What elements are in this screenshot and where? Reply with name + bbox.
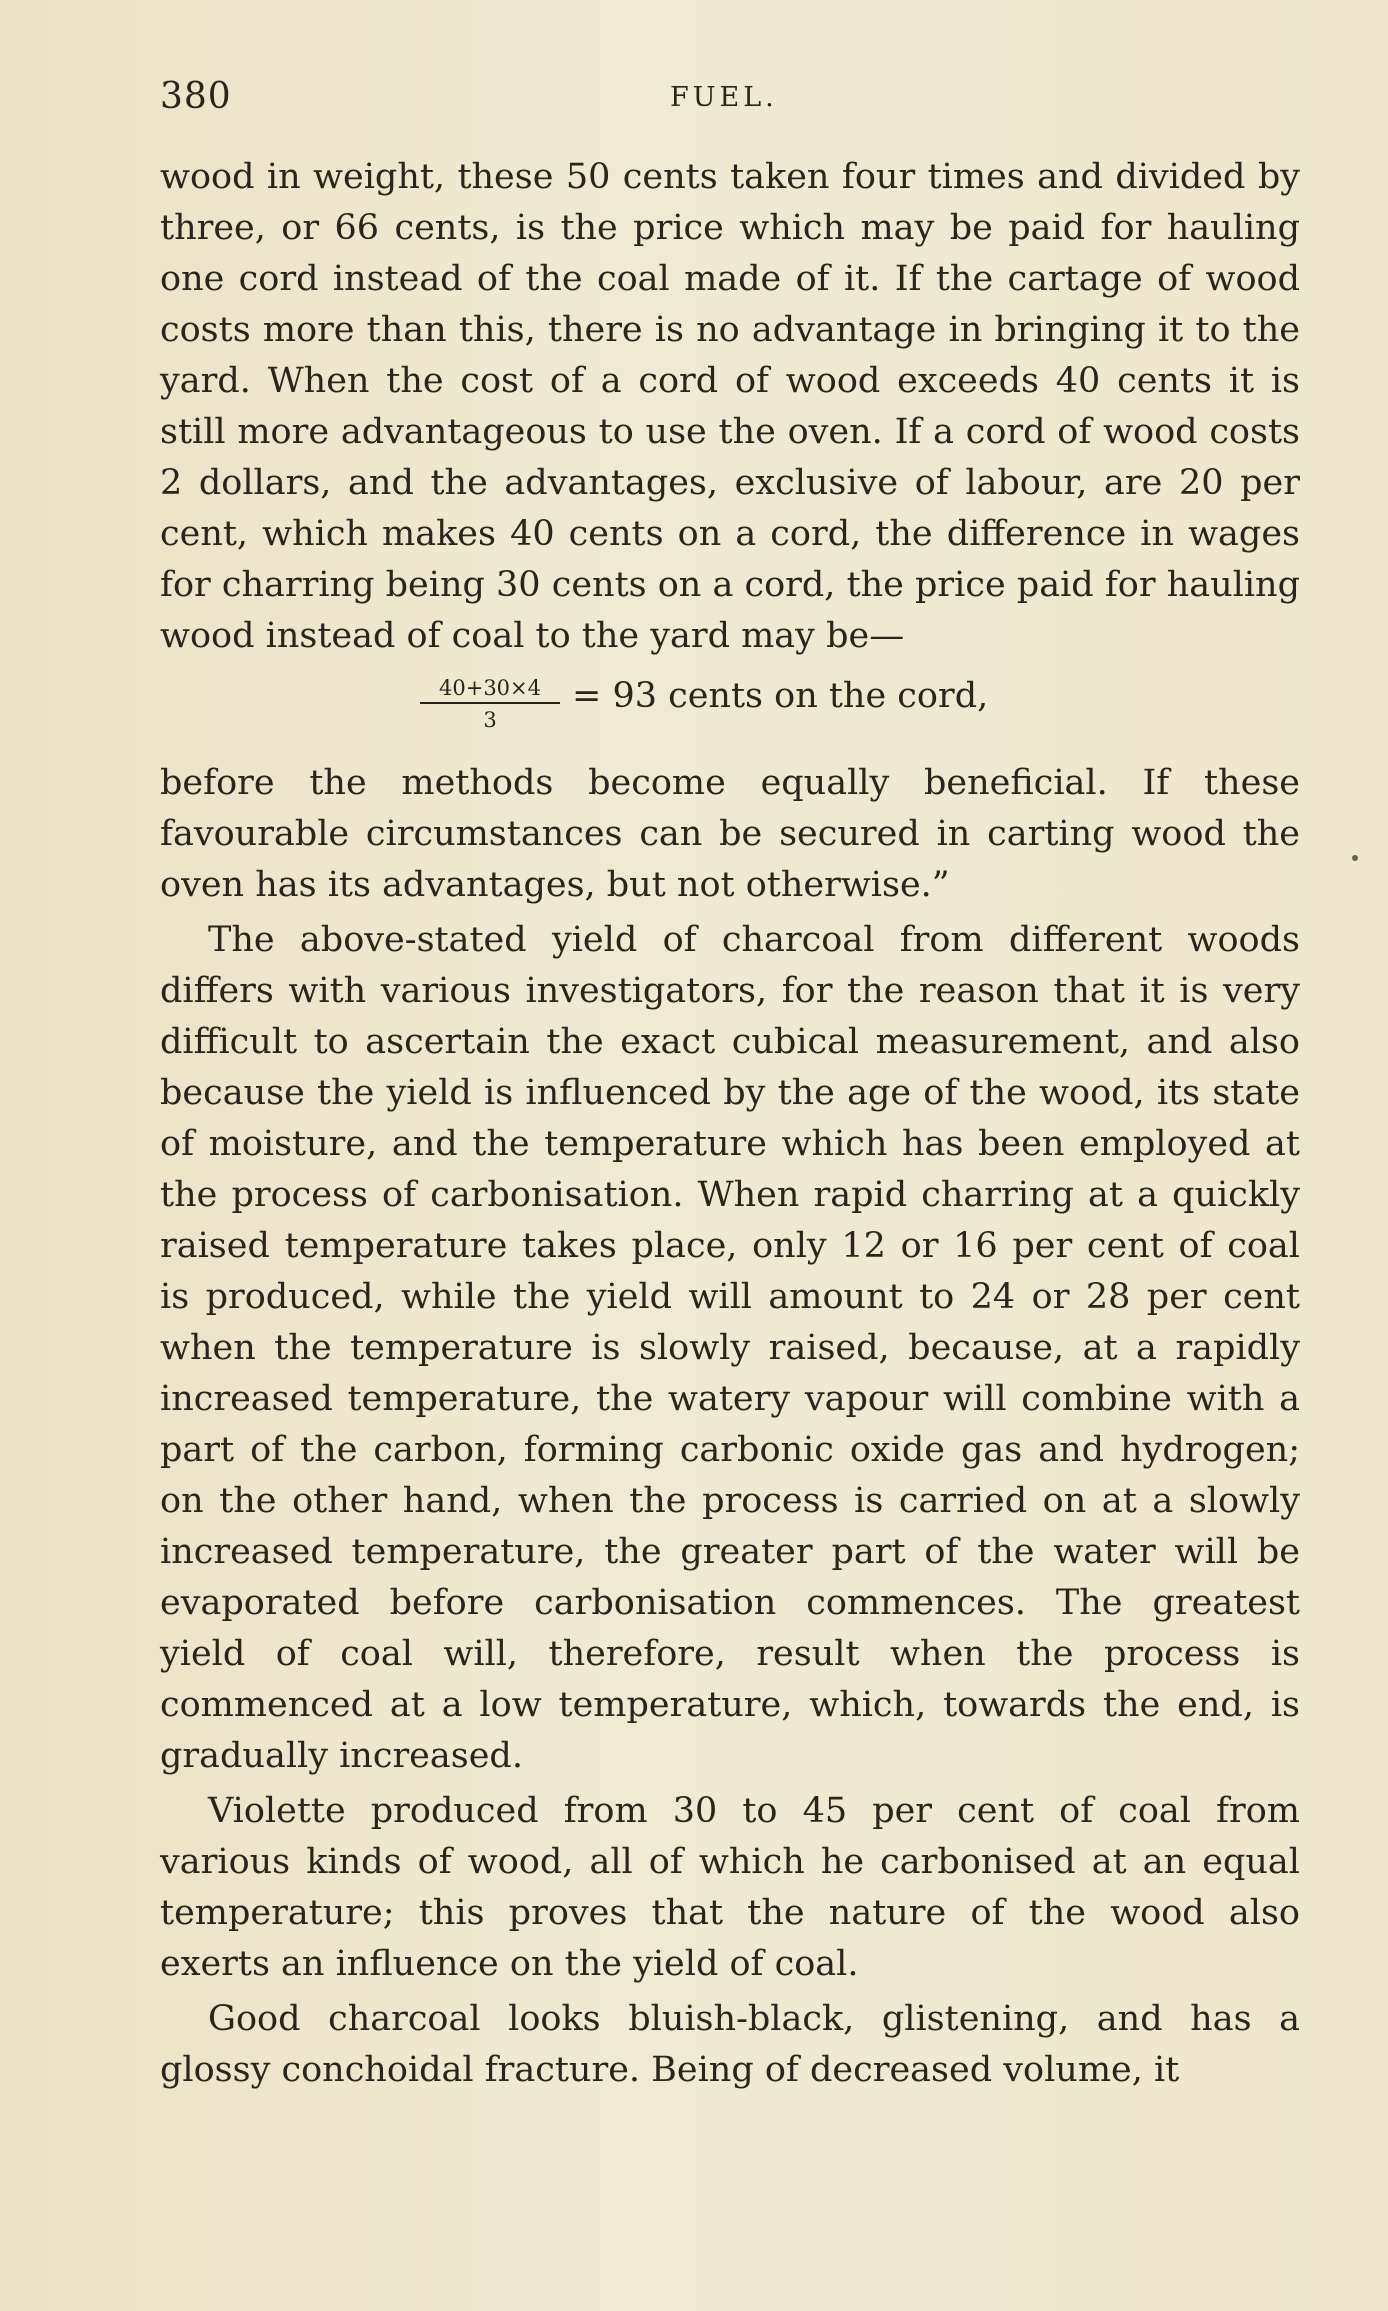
paragraph-1: wood in weight, these 50 cents taken four times and divided by three, or 66 cents, is the price which may be paid for hauling one cord instead of the coal made of it. If the cartage of wood costs more than this, there is no advantage in bringing it to the yard. When the cost of a cord of wood exceeds 40 cents it is still more advantageous to use the oven. If a cord of wood costs 2 dollars, and the advantages, exclusive of labour, are 20 per cent, which makes 40 cents on a cord, the difference in wages for charring being 30 cents on a cord, the price paid for hauling wood instead of coal to the yard may be—	[160, 157, 1300, 656]
running-title: FUEL.	[670, 82, 778, 113]
paper-speck	[1352, 855, 1358, 861]
equation-result: = 93 cents on the cord,	[572, 676, 989, 716]
paragraph-4: Violette produced from 30 to 45 per cent of coal from various kinds of wood, all of which he carbonised at an equal temperature; this proves that the nature of the wood also exerts an influence on the yield of coal.	[160, 1791, 1300, 1984]
body-text	[160, 152, 1300, 2096]
paragraph-5: Good charcoal looks bluish-black, glistening, and has a glossy conchoidal fracture. Being of decreased volume, it	[160, 1999, 1300, 2090]
equation-numerator: 40+30×4	[420, 676, 560, 704]
page-number: 380	[160, 76, 232, 117]
equation-fraction	[420, 676, 560, 732]
paragraph-3: The above-stated yield of charcoal from different woods differs with various investigators, for the reason that it is very difficult to ascertain the exact cubical measurement, and also because the yield is influenced by the age of the wood, its state of moisture, and the temperature which has been employed at the process of carbonisation. When rapid charring at a quickly raised temperature takes place, only 12 or 16 per cent of coal is produced, while the yield will amount to 24 or 28 per cent when the temperature is slowly raised, because, at a rapidly increased temperature, the watery vapour will combine with a part of the carbon, forming carbonic oxide gas and hydrogen; on the other hand, when the process is carried on at a slowly increased temperature, the greater part of the water will be evaporated before carbonisation commences. The greatest yield of coal will, therefore, result when the process is commenced at a low temperature, which, towards the end, is gradually increased.	[160, 920, 1300, 1776]
page-header	[160, 76, 1300, 126]
equation	[160, 662, 1300, 758]
equation-denominator: 3	[483, 708, 497, 732]
paragraph-2: before the methods become equally beneficial. If these favourable circumstances can be secured in carting wood the oven has its advantages, but not otherwise.”	[160, 763, 1300, 905]
